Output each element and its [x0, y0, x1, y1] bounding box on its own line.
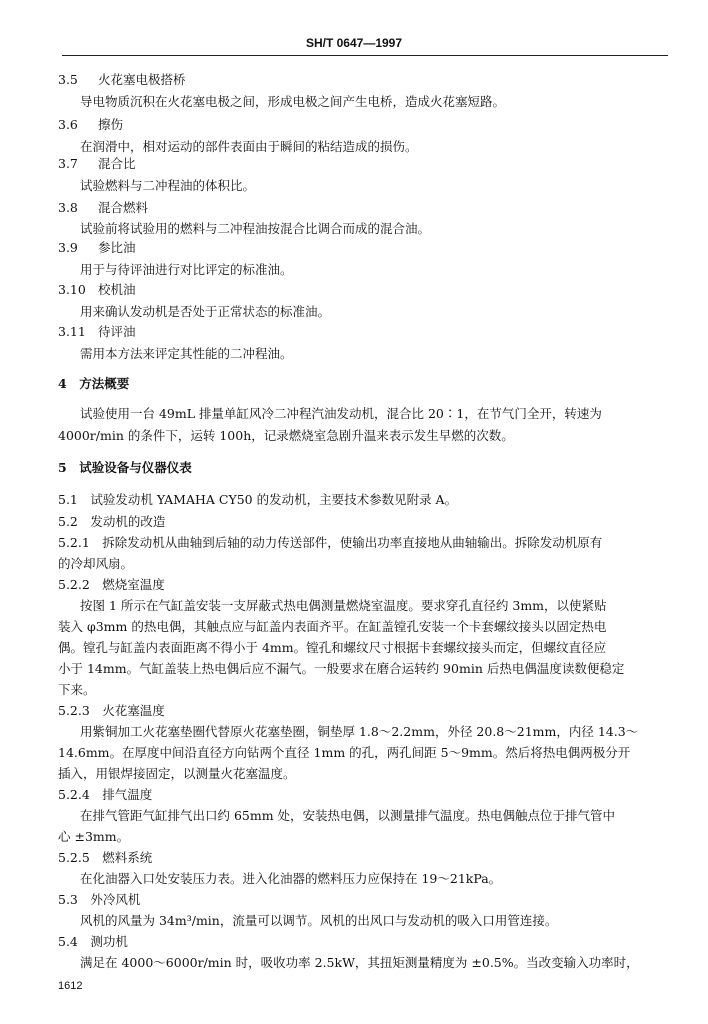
clause-number: 3.11 — [58, 324, 86, 339]
clause-5-2-3-line-2: 14.6mm。在厚度中间沿直径方向钻两个直径 1mm 的孔，两孔间距 5～9mm。然后将热电偶两极分开 — [58, 745, 631, 760]
clause-3-5-text: 导电物质沉积在火花塞电极之间，形成电极之间产生电桥，造成火花塞短路。 — [80, 94, 506, 109]
page-number: 1612 — [58, 980, 83, 992]
clause-5-3-heading: 5.3 外冷风机 — [58, 892, 141, 907]
clause-5-2-1-line-1: 5.2.1 拆除发动机从曲轴到后轴的动力传送部件，使输出功率直接地从曲轴输出。拆除发动机原有 — [58, 535, 603, 550]
clause-3-7-heading — [58, 156, 136, 172]
clause-3-10-text: 用来确认发动机是否处于正常状态的标准油。 — [80, 304, 331, 319]
clause-3-6-text: 在润滑中，相对运动的部件表面由于瞬间的粘结造成的损伤。 — [80, 139, 418, 154]
clause-3-9-heading — [58, 240, 136, 256]
section-4-paragraph-line-1: 试验使用一台 49mL 排量单缸风冷二冲程汽油发动机，混合比 20∶1，在节气门全开，转速为 — [80, 406, 602, 421]
clause-5-2-2-line-2: 装入 φ3mm 的热电偶，其触点应与缸盖内表面齐平。在缸盖镗孔安装一个卡套螺纹接头以固定热电 — [58, 619, 607, 634]
section-5-heading: 5 试验设备与仪器仪表 — [58, 460, 192, 475]
clause-5-2-2-line-4: 小于 14mm。气缸盖装上热电偶后应不漏气。一般要求在磨合运转约 90min 后热电偶温度读数便稳定 — [58, 661, 625, 676]
clause-3-11-heading — [58, 324, 136, 340]
clause-5-4-line-1: 满足在 4000～6000r/min 时，吸收功率 2.5kW，其扭矩测量精度为 ±0.5%。当改变输入功率时， — [80, 955, 639, 970]
clause-title: 火花塞电极搭桥 — [98, 72, 186, 87]
clause-5-2-2-line-3: 偶。镗孔与缸盖内表面距离不得小于 4mm。镗孔和螺纹尺寸根据卡套螺纹接头而定，但螺纹直径应 — [58, 640, 607, 655]
clause-3-5-heading — [58, 72, 186, 88]
clause-title: 待评油 — [98, 324, 136, 339]
clause-5-2-5-heading: 5.2.5 燃料系统 — [58, 850, 153, 865]
clause-5-1: 5.1 试验发动机 YAMAHA CY50 的发动机，主要技术参数见附录 A。 — [58, 492, 458, 507]
clause-3-7-text: 试验燃料与二冲程油的体积比。 — [80, 178, 256, 193]
clause-number: 3.7 — [58, 156, 78, 171]
clause-number: 3.8 — [58, 200, 78, 215]
clause-5-2-4-line-2: 心 ±3mm。 — [58, 829, 130, 844]
clause-3-6-heading — [58, 117, 123, 133]
clause-title: 校机油 — [98, 282, 136, 297]
clause-title: 参比油 — [98, 240, 136, 255]
clause-3-8-heading — [58, 200, 148, 216]
section-4-heading: 4 方法概要 — [58, 376, 130, 391]
clause-number: 3.6 — [58, 117, 78, 132]
clause-5-2-2-heading: 5.2.2 燃烧室温度 — [58, 577, 165, 592]
clause-title: 混合燃料 — [98, 200, 149, 215]
clause-5-2-4-heading: 5.2.4 排气温度 — [58, 787, 153, 802]
clause-3-9-text: 用于与待评油进行对比评定的标准油。 — [80, 262, 293, 277]
clause-3-11-text: 需用本方法来评定其性能的二冲程油。 — [80, 346, 293, 361]
clause-number: 3.5 — [58, 72, 78, 87]
clause-3-8-text: 试验前将试验用的燃料与二冲程油按混合比调合而成的混合油。 — [80, 221, 431, 236]
clause-number: 3.9 — [58, 240, 78, 255]
clause-5-2-3-line-1: 用紫铜加工火花塞垫圈代替原火花塞垫圈，铜垫厚 1.8～2.2mm，外径 20.8～21mm，内径 14.3～ — [80, 724, 639, 739]
clause-title: 擦伤 — [98, 117, 124, 132]
clause-3-10-heading — [58, 282, 136, 298]
clause-5-2-2-line-5: 下来。 — [58, 682, 96, 697]
clause-5-2-heading: 5.2 发动机的改造 — [58, 514, 166, 529]
clause-5-2-2-line-1: 按图 1 所示在气缸盖安装一支屏蔽式热电偶测量燃烧室温度。要求穿孔直径约 3mm，以使紧贴 — [80, 598, 607, 613]
standard-number-header: SH/T 0647—1997 — [305, 36, 403, 50]
clause-title: 混合比 — [98, 156, 136, 171]
section-4-paragraph-line-2: 4000r/min 的条件下，运转 100h，记录燃烧室急剧升温来表示发生早燃的次数。 — [58, 428, 514, 443]
clause-5-3-line-1: 风机的风量为 34m³/min，流量可以调节。风机的出风口与发动机的吸入口用管连接。 — [80, 913, 558, 928]
clause-5-2-3-line-3: 插入，用银焊接固定，以测量火花塞温度。 — [58, 766, 296, 781]
clause-5-2-4-line-1: 在排气管距气缸排气出口约 65mm 处，安装热电偶，以测量排气温度。热电偶触点位于排气管中 — [80, 808, 616, 823]
clause-5-2-1-line-2: 的冷却风扇。 — [58, 556, 134, 571]
clause-5-2-5-line-1: 在化油器入口处安装压力表。进入化油器的燃料压力应保持在 19～21kPa。 — [80, 871, 502, 886]
header-rule — [62, 55, 668, 56]
clause-number: 3.10 — [58, 282, 86, 297]
clause-5-2-3-heading: 5.2.3 火花塞温度 — [58, 703, 165, 718]
clause-5-4-heading: 5.4 测功机 — [58, 934, 128, 949]
